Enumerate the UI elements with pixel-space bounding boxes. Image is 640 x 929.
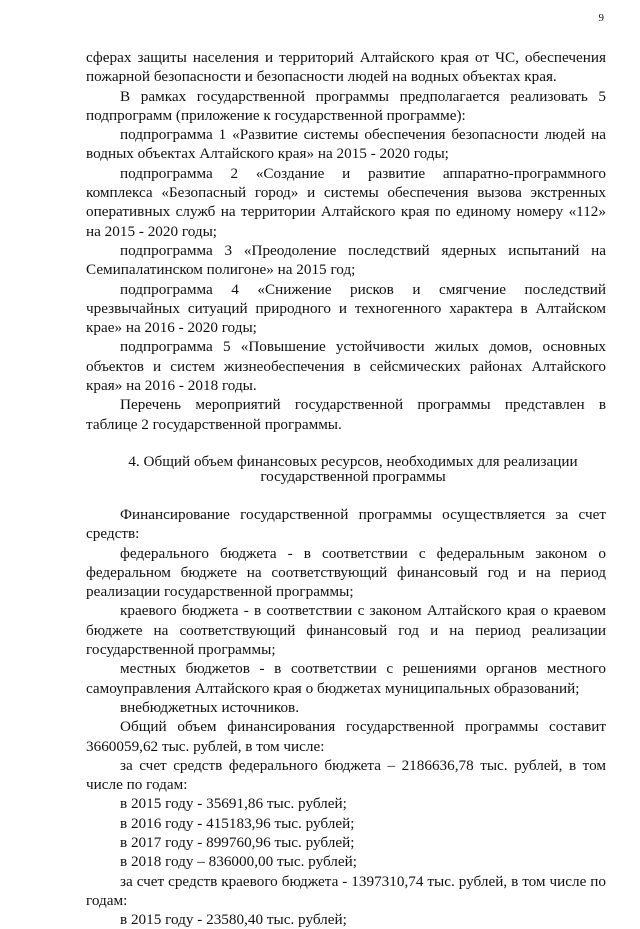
paragraph: Общий объем финансирования государственной программы составит 3660059,62 тыс. рублей, в том числе: bbox=[86, 718, 606, 755]
paragraph: за счет средств федерального бюджета – 2186636,78 тыс. рублей, в том числе по годам: bbox=[86, 756, 606, 794]
paragraph: сферах защиты населения и территорий Алтайского края от ЧС, обеспечения пожарной безопасности и безопасности людей на водных объектах края. bbox=[86, 49, 606, 86]
subprogram-5: подпрограмма 5 «Повышение устойчивости жилых домов, основных объектов и систем жизнеобеспечения в сейсмических районах Алтайского края» на 2016 - 2018 годы. bbox=[86, 338, 606, 395]
subprogram-1: подпрограмма 1 «Развитие системы обеспечения безопасности людей на водных объектах Алтайского края» на 2015 - 2020 годы; bbox=[86, 126, 606, 163]
paragraph: Перечень мероприятий государственной программы представлен в таблице 2 государственной программы. bbox=[86, 396, 606, 433]
paragraph: внебюджетных источников. bbox=[120, 698, 300, 716]
list-item: в 2017 году - 899760,96 тыс. рублей; bbox=[120, 833, 355, 851]
paragraph: Финансирование государственной программы осуществляется за счет средств: bbox=[86, 505, 606, 543]
subprogram-4: подпрограмма 4 «Снижение рисков и смягчение последствий чрезвычайных ситуаций природного и техногенного характера в Алтайском крае» на 2016 - 2020 годы; bbox=[86, 280, 606, 337]
list-item: в 2015 году - 23580,40 тыс. рублей; bbox=[120, 911, 347, 929]
list-item: в 2016 году - 415183,96 тыс. рублей; bbox=[120, 814, 355, 832]
paragraph: краевого бюджета - в соответствии с законом Алтайского края о краевом бюджете на соответствующий финансовый год и на период реализации государственной программы; bbox=[86, 602, 606, 659]
subprogram-2: подпрограмма 2 «Создание и развитие аппаратно-программного комплекса «Безопасный город» и системы обеспечения вызова экстренных оперативных служб на территории Алтайского края по единому номеру «112» на 2015 - 2020 годы; bbox=[86, 164, 606, 240]
subprogram-3: подпрограмма 3 «Преодоление последствий ядерных испытаний на Семипалатинском полигоне» на 2015 год; bbox=[86, 241, 606, 279]
paragraph: местных бюджетов - в соответствии с решениями органов местного самоуправления Алтайского края о бюджетах муниципальных образований; bbox=[86, 660, 606, 697]
section-heading: 4. Общий объем финансовых ресурсов, необходимых для реализации государственной программы bbox=[128, 452, 578, 485]
paragraph: В рамках государственной программы предполагается реализовать 5 подпрограмм (приложение к государственной программе): bbox=[86, 87, 606, 124]
list-item: в 2018 году – 836000,00 тыс. рублей; bbox=[120, 853, 357, 871]
paragraph: за счет средств краевого бюджета - 1397310,74 тыс. рублей, в том числе по годам: bbox=[86, 872, 606, 909]
paragraph: федерального бюджета - в соответствии с федеральным законом о федеральном бюджете на соответствующий финансовый год и на период реализации государственной программы; bbox=[86, 544, 606, 601]
list-item: в 2015 году - 35691,86 тыс. рублей; bbox=[120, 795, 347, 813]
page-number: 9 bbox=[598, 12, 604, 24]
document-body bbox=[86, 48, 606, 929]
